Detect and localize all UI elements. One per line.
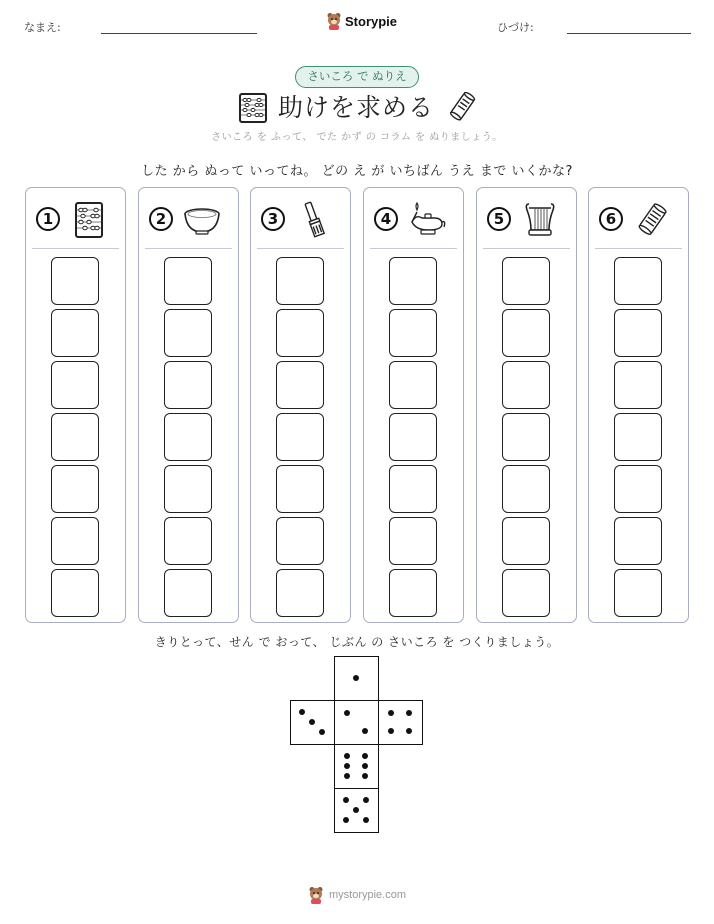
die-pip (343, 797, 349, 803)
footer-url[interactable]: mystorypie.com (329, 889, 407, 901)
color-cell[interactable] (51, 517, 99, 565)
dice-column-3 (250, 187, 351, 623)
color-cell[interactable] (276, 309, 324, 357)
scroll-icon (633, 200, 671, 240)
die-pip (363, 797, 369, 803)
color-cell[interactable] (614, 569, 662, 617)
color-cell[interactable] (502, 517, 550, 565)
column-divider (483, 248, 570, 249)
brand-name: Storypie (345, 13, 398, 29)
color-cell[interactable] (502, 361, 550, 409)
color-cell[interactable] (51, 309, 99, 357)
column-number: 3 (261, 207, 285, 231)
subtitle: さいころ を ふって、 でた かず の コラム を ぬりましょう。 (211, 132, 503, 143)
footer (308, 886, 406, 904)
color-cell[interactable] (51, 465, 99, 513)
die-pip (343, 817, 349, 823)
mascot-icon (308, 886, 324, 904)
color-cell[interactable] (276, 361, 324, 409)
color-cell[interactable] (389, 569, 437, 617)
color-cell[interactable] (614, 309, 662, 357)
color-cell[interactable] (389, 517, 437, 565)
activity-badge: さいころ で ぬりえ (295, 66, 419, 88)
die-pip (309, 719, 315, 725)
dice-column-1 (25, 187, 126, 623)
color-cell[interactable] (51, 257, 99, 305)
die-pip (319, 729, 325, 735)
die-pip (344, 763, 350, 769)
die-pip (353, 807, 359, 813)
column-divider (595, 248, 682, 249)
oil-lamp-icon (408, 200, 446, 240)
color-cell[interactable] (164, 465, 212, 513)
color-cell[interactable] (502, 257, 550, 305)
die-face-5 (334, 788, 379, 833)
die-pip (362, 763, 368, 769)
color-cell[interactable] (614, 517, 662, 565)
color-cell[interactable] (502, 413, 550, 461)
column-number: 2 (149, 207, 173, 231)
die-pip (353, 675, 359, 681)
die-pip (362, 728, 368, 734)
die-face-1 (334, 656, 379, 701)
dice-column-2 (138, 187, 239, 623)
column-divider (145, 248, 232, 249)
abacus-icon (70, 200, 108, 240)
lyre-icon (521, 200, 559, 240)
column-divider (257, 248, 344, 249)
name-label: なまえ: (24, 21, 61, 34)
color-cell[interactable] (276, 413, 324, 461)
die-pip (388, 710, 394, 716)
die-pip (363, 817, 369, 823)
color-cell[interactable] (51, 413, 99, 461)
column-divider (32, 248, 119, 249)
column-number: 1 (36, 207, 60, 231)
cut-instruction: きりとって、せん で おって、 じぶん の さいころ を つくりましょう。 (154, 635, 560, 649)
die-pip (406, 710, 412, 716)
die-pip (344, 753, 350, 759)
die-face-2 (334, 700, 379, 745)
color-cell[interactable] (389, 361, 437, 409)
die-pip (344, 710, 350, 716)
color-cell[interactable] (502, 309, 550, 357)
color-cell[interactable] (276, 569, 324, 617)
color-cell[interactable] (276, 465, 324, 513)
column-number: 4 (374, 207, 398, 231)
color-cell[interactable] (164, 517, 212, 565)
page-title: 助けを求める (278, 93, 435, 122)
die-face-6 (334, 744, 379, 789)
die-face-3 (290, 700, 335, 745)
dice-column-5 (476, 187, 577, 623)
brand-logo (326, 12, 397, 30)
color-cell[interactable] (614, 361, 662, 409)
color-cell[interactable] (51, 569, 99, 617)
die-pip (344, 773, 350, 779)
column-divider (370, 248, 457, 249)
color-cell[interactable] (502, 569, 550, 617)
date-label: ひづけ: (497, 21, 534, 34)
die-pip (388, 728, 394, 734)
column-number: 6 (599, 207, 623, 231)
column-number: 5 (487, 207, 511, 231)
color-cell[interactable] (51, 361, 99, 409)
dice-column-4 (363, 187, 464, 623)
chisel-icon (295, 200, 333, 240)
die-pip (406, 728, 412, 734)
die-pip (362, 753, 368, 759)
color-cell[interactable] (389, 257, 437, 305)
color-cell[interactable] (164, 413, 212, 461)
die-pip (299, 709, 305, 715)
name-line (101, 33, 257, 34)
instruction-text: した から ぬって いってね。 どの え が いちばん うえ まで いくかな? (141, 164, 573, 179)
date-line (567, 33, 691, 34)
color-cell[interactable] (164, 309, 212, 357)
color-cell[interactable] (389, 309, 437, 357)
bowl-icon (183, 200, 221, 240)
color-cell[interactable] (389, 413, 437, 461)
color-cell[interactable] (614, 413, 662, 461)
color-cell[interactable] (164, 361, 212, 409)
color-cell[interactable] (502, 465, 550, 513)
scroll-icon (447, 90, 477, 124)
color-cell[interactable] (164, 257, 212, 305)
die-pip (362, 773, 368, 779)
dice-column-6 (588, 187, 689, 623)
color-cell[interactable] (614, 257, 662, 305)
die-face-4 (378, 700, 423, 745)
mascot-icon (326, 12, 342, 30)
color-cell[interactable] (389, 465, 437, 513)
color-cell[interactable] (164, 569, 212, 617)
color-cell[interactable] (614, 465, 662, 513)
abacus-icon (238, 92, 268, 124)
color-cell[interactable] (276, 257, 324, 305)
color-cell[interactable] (276, 517, 324, 565)
